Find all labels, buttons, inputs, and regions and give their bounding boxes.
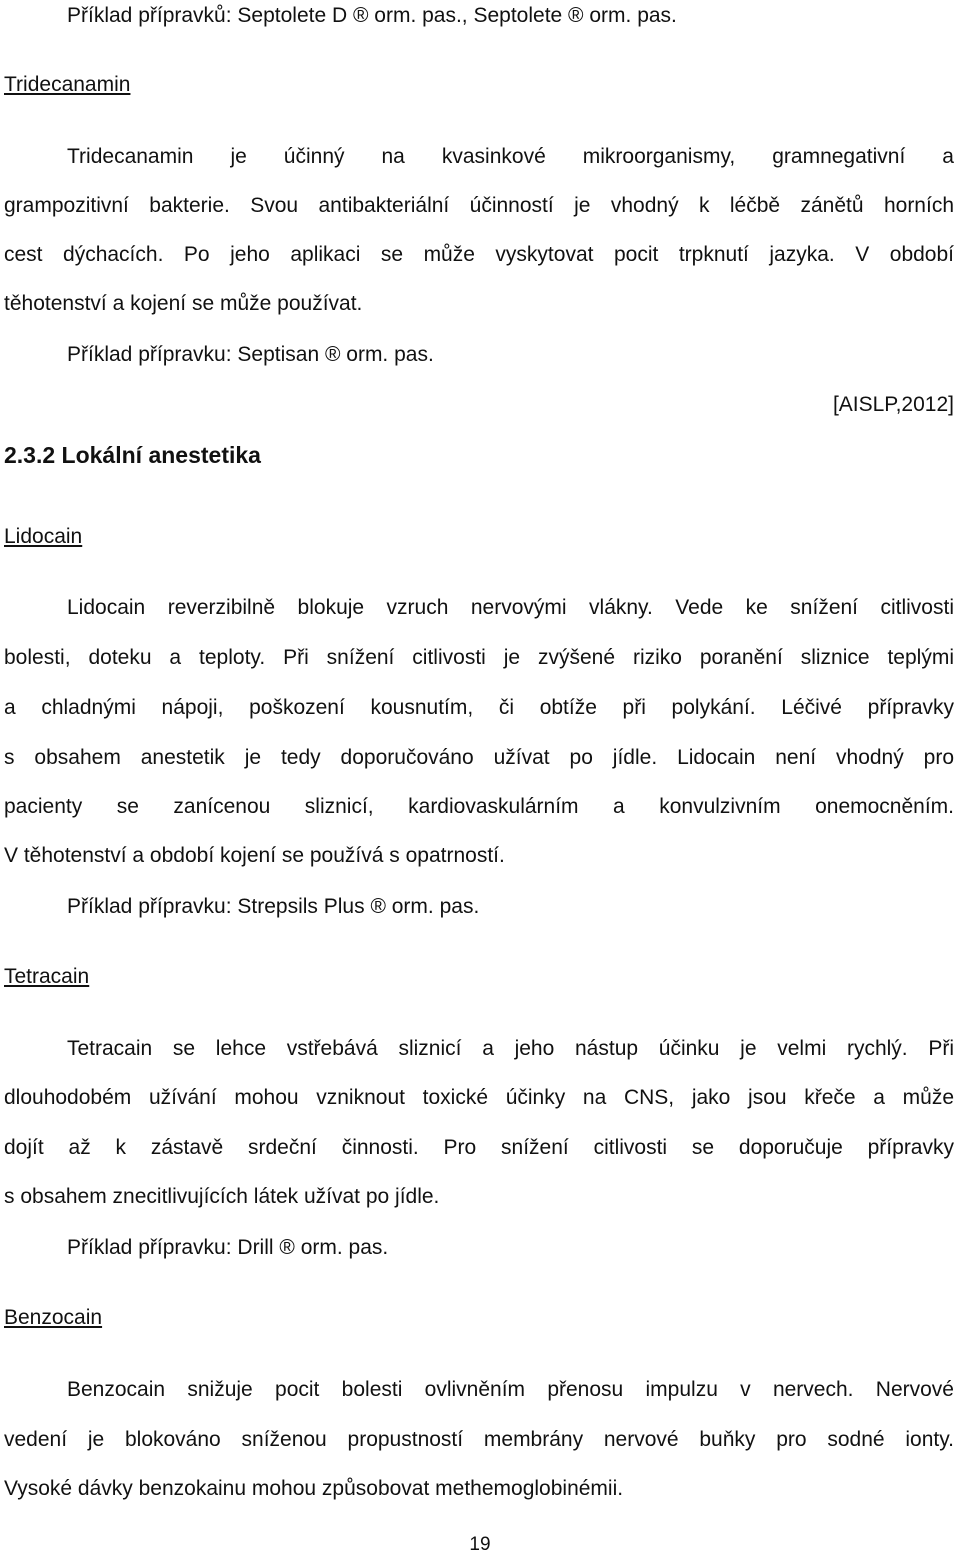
paragraph-line: Tridecanamin je účinný na kvasinkové mikroorganismy, gramnegativní a [67,145,954,168]
citation: [AISLP,2012] [832,393,954,416]
paragraph-line: dojít až k zástavě srdeční činnosti. Pro snížení citlivosti se doporučuje přípravky [4,1136,954,1159]
example-drill: Příklad přípravku: Drill ® orm. pas. [67,1236,389,1259]
example-strepsils: Příklad přípravku: Strepsils Plus ® orm. pas. [67,895,480,918]
paragraph-line: těhotenství a kojení se může používat. [4,292,363,315]
paragraph-line: Vysoké dávky benzokainu mohou způsobovat methemoglobinémii. [4,1477,624,1500]
paragraph-line: cest dýchacích. Po jeho aplikaci se může vyskytovat pocit trpknutí jazyka. V období [4,243,954,266]
paragraph-line: pacienty se zanícenou sliznicí, kardiovaskulárním a konvulzivním onemocněním. [4,795,954,818]
paragraph-line: dlouhodobém užívání mohou vzniknout toxické účinky na CNS, jako jsou křeče a může [4,1086,954,1109]
heading-lidocain: Lidocain [4,525,83,548]
example-septolete: Příklad přípravků: Septolete D ® orm. pas., Septolete ® orm. pas. [67,4,677,27]
paragraph-line: grampozitivní bakterie. Svou antibakteriální účinností je vhodný k léčbě zánětů horních [4,194,954,217]
heading-tridecanamin: Tridecanamin [4,73,131,96]
paragraph-line: a chladnými nápoji, poškození kousnutím, či obtíže při polykání. Léčivé přípravky [4,696,954,719]
paragraph-line: Tetracain se lehce vstřebává sliznicí a jeho nástup účinku je velmi rychlý. Při [67,1037,954,1060]
paragraph-line: s obsahem anestetik je tedy doporučováno užívat po jídle. Lidocain není vhodný pro [4,746,954,769]
heading-tetracain: Tetracain [4,965,90,988]
paragraph-line: vedení je blokováno sníženou propustností membrány nervové buňky pro sodné ionty. [4,1428,954,1451]
paragraph-line: bolesti, doteku a teploty. Při snížení citlivosti je zvýšené riziko poranění sliznice teplými [4,646,954,669]
paragraph-line: V těhotenství a období kojení se používá s opatrností. [4,844,505,867]
paragraph-line: s obsahem znecitlivujících látek užívat po jídle. [4,1185,440,1208]
section-title: 2.3.2 Lokální anestetika [4,442,261,468]
paragraph-line: Benzocain snižuje pocit bolesti ovlivněním přenosu impulzu v nervech. Nervové [67,1378,954,1401]
heading-benzocain: Benzocain [4,1306,103,1329]
page-number: 19 [469,1534,491,1555]
paragraph-line: Lidocain reverzibilně blokuje vzruch nervovými vlákny. Vede ke snížení citlivosti [67,596,954,619]
example-septisan: Příklad přípravku: Septisan ® orm. pas. [67,343,434,366]
